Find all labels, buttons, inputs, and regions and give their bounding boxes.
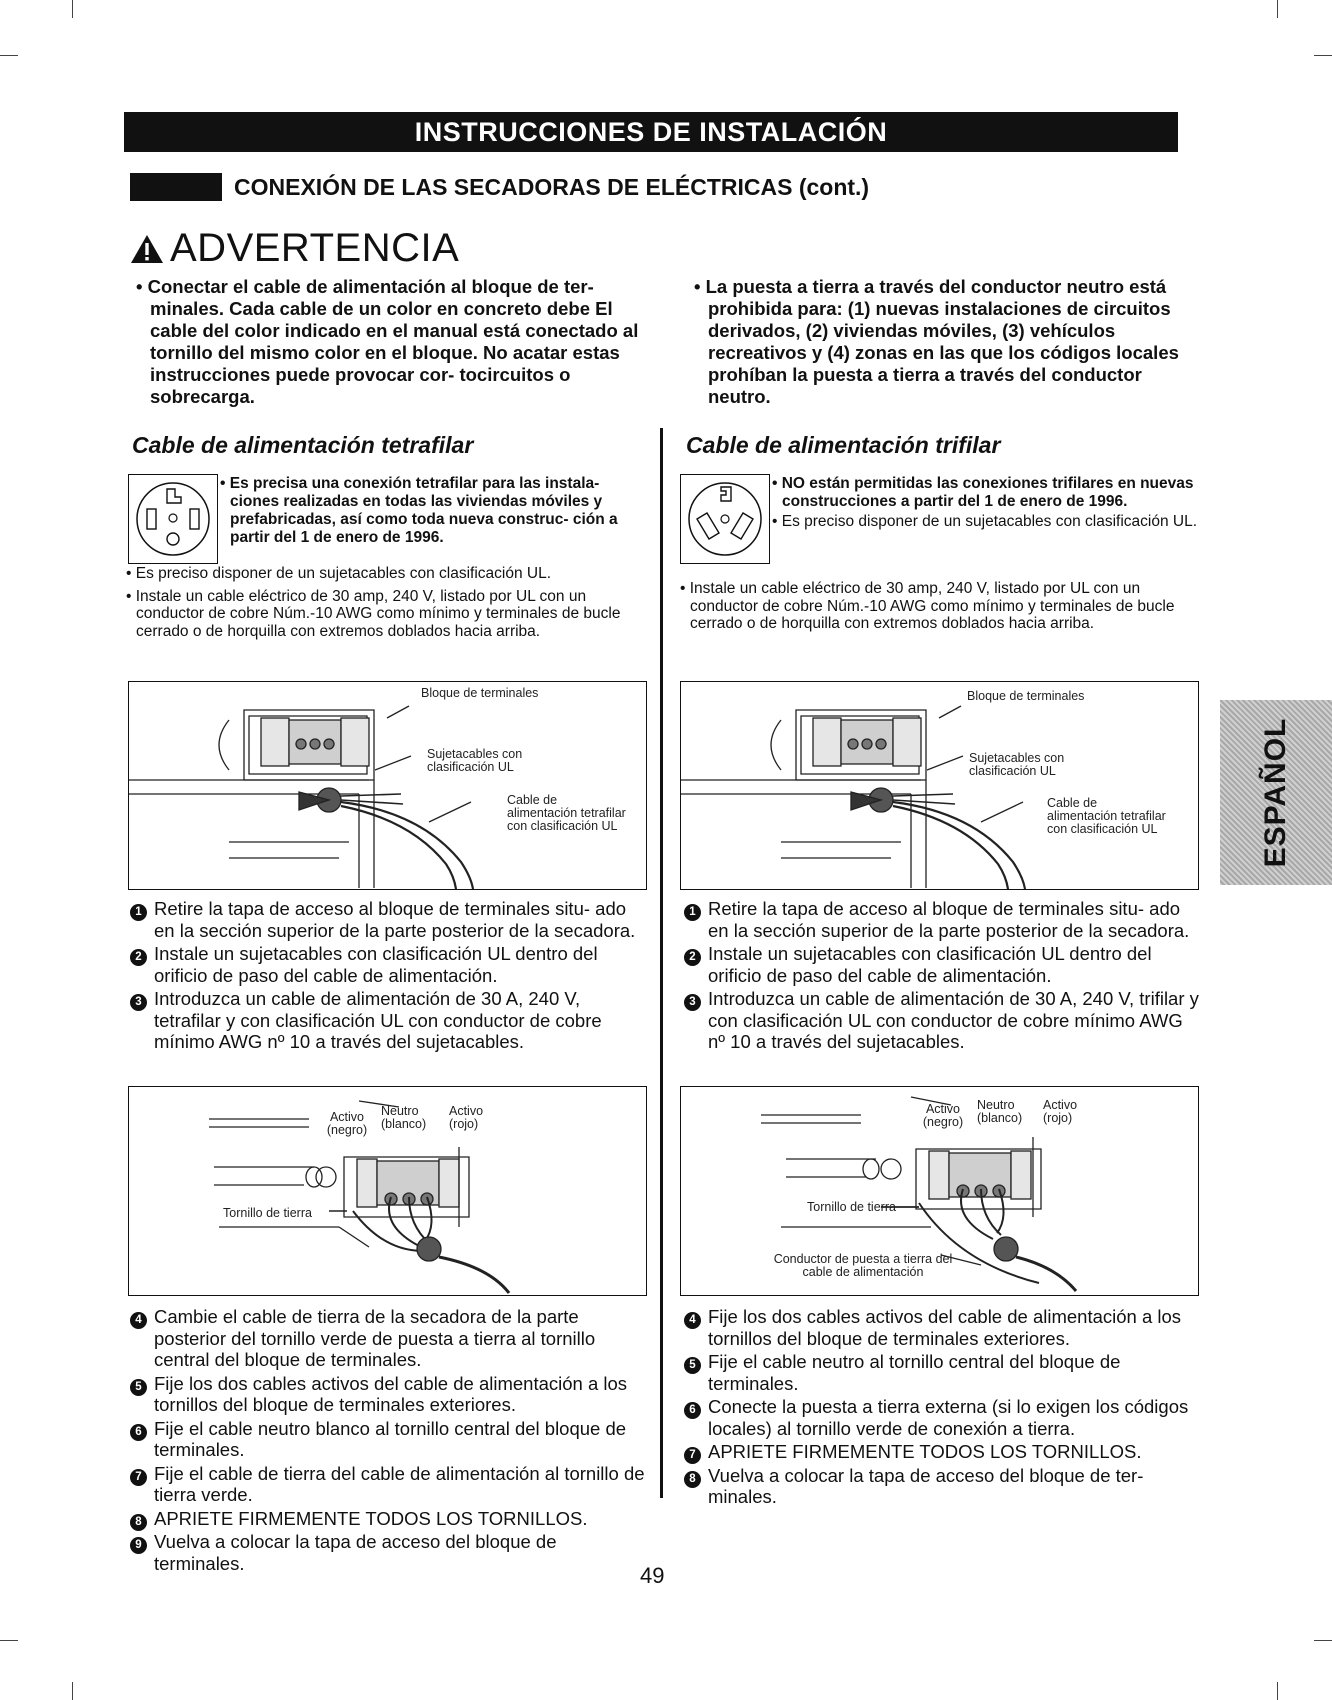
step-number: 7 bbox=[684, 1447, 701, 1464]
step-number: 5 bbox=[684, 1357, 701, 1374]
three-prong-outlet-icon bbox=[681, 475, 769, 563]
step-item bbox=[684, 943, 1204, 986]
label-ground-conductor: Conductor de puesta a tierra del cable de alimentación bbox=[773, 1252, 953, 1279]
section-marker bbox=[130, 173, 222, 201]
left-steps-1 bbox=[130, 898, 650, 1055]
step-item bbox=[684, 1441, 1204, 1463]
step-number: 8 bbox=[130, 1514, 147, 1531]
step-number: 4 bbox=[130, 1312, 147, 1329]
right-bullets bbox=[680, 580, 1202, 638]
crop-mark bbox=[1314, 1640, 1332, 1641]
step-text: Cambie el cable de tierra de la secadora de la parte posterior del tornillo verde de puesta a tierra al tornillo central del bloque de terminales. bbox=[154, 1306, 596, 1370]
language-side-tab bbox=[1220, 700, 1332, 885]
step-text: Fije el cable de tierra del cable de alimentación al tornillo de tierra verde. bbox=[154, 1462, 645, 1505]
crop-mark bbox=[0, 1640, 18, 1641]
step-number: 9 bbox=[130, 1537, 147, 1554]
column-divider bbox=[660, 428, 663, 1498]
step-text: Introduzca un cable de alimentación de 30 A, 240 V, tetrafilar y con clasificación UL con conductor de cobre mínimo AWG nº 10 a través del sujetacables. bbox=[154, 988, 602, 1052]
step-item bbox=[130, 1418, 650, 1461]
step-text: Fije los dos cables activos del cable de alimentación a los tornillos del bloque de terminales exteriores. bbox=[154, 1372, 628, 1415]
right-box-note bbox=[772, 475, 1202, 531]
warning-title: ADVERTENCIA bbox=[170, 226, 460, 270]
right-box-note-text: • Es preciso disponer de un sujetacables con clasificación UL. bbox=[772, 513, 1198, 530]
step-item bbox=[130, 1531, 650, 1574]
step-number: 5 bbox=[130, 1379, 147, 1396]
label-power-cord: Cable de alimentación tetrafilar con clasificación UL bbox=[1047, 796, 1166, 836]
step-text: Vuelva a colocar la tapa de acceso del bloque de ter- minales. bbox=[708, 1464, 1144, 1507]
step-text: Instale un sujetacables con clasificación UL dentro del orificio de paso del cable de alimentación. bbox=[154, 943, 598, 986]
left-bullet: • Instale un cable eléctrico de 30 amp, 240 V, listado por UL con un conductor de cobre Núm.-10 AWG como mínimo y terminales de bucle cerrado o de horquilla con extremos doblados hacia arriba. bbox=[126, 587, 621, 640]
left-bullet: • Es preciso disponer de un sujetacables con clasificación UL. bbox=[126, 565, 552, 582]
label-cable-clamp: Sujetacables con clasificación UL bbox=[427, 747, 523, 774]
section-heading bbox=[130, 172, 869, 202]
step-text: Conecte la puesta a tierra externa (si lo exigen los códigos locales) al tornillo verde de conexión a tierra. bbox=[708, 1396, 1189, 1439]
right-steps-2 bbox=[684, 1306, 1204, 1510]
step-item bbox=[130, 1373, 650, 1416]
step-text: Fije el cable neutro blanco al tornillo central del bloque de terminales. bbox=[154, 1417, 627, 1460]
crop-mark bbox=[72, 1682, 73, 1700]
left-outlet-box bbox=[128, 474, 218, 564]
label-terminal-block: Bloque de terminales bbox=[967, 689, 1085, 703]
crop-mark bbox=[1314, 55, 1332, 56]
step-number: 2 bbox=[684, 949, 701, 966]
page-number: 49 bbox=[640, 1563, 665, 1588]
label-hot-black: Activo (negro) bbox=[922, 1102, 964, 1129]
terminal-block-illustration bbox=[129, 682, 646, 889]
step-number: 1 bbox=[130, 904, 147, 921]
step-item bbox=[130, 1306, 650, 1371]
step-number: 6 bbox=[684, 1402, 701, 1419]
left-steps-2 bbox=[130, 1306, 650, 1576]
step-number: 3 bbox=[130, 994, 147, 1011]
crop-mark bbox=[0, 55, 18, 56]
warning-left-text: • Conectar el cable de alimentación al bloque de ter- minales. Cada cable de un color en concreto debe El cable del color indicado en el manual está conectado al tornillo del mismo color en el bloque. No acatar estas instrucciones puede provocar cor- tocircuitos o sobrecarga. bbox=[136, 276, 639, 407]
label-power-cord: Cable de alimentación tetrafilar con clasificación UL bbox=[507, 793, 626, 833]
step-text: Instale un sujetacables con clasificación UL dentro del orificio de paso del cable de alimentación. bbox=[708, 943, 1152, 986]
language-side-tab-label: ESPAÑOL bbox=[1259, 717, 1292, 868]
label-hot-black: Activo (negro) bbox=[326, 1110, 368, 1137]
step-item bbox=[130, 1463, 650, 1506]
step-text: APRIETE FIRMEMENTE TODOS LOS TORNILLOS. bbox=[708, 1441, 1142, 1462]
step-number: 4 bbox=[684, 1312, 701, 1329]
step-item bbox=[684, 1465, 1204, 1508]
section-title: CONEXIÓN DE LAS SECADORAS DE ELÉCTRICAS (cont.) bbox=[234, 173, 870, 200]
label-hot-red: Activo (rojo) bbox=[449, 1104, 484, 1131]
step-item bbox=[684, 898, 1204, 941]
left-box-note-text: • Es precisa una conexión tetrafilar para las instala- ciones realizadas en todas las viviendas móviles y prefabricadas, así como toda nueva construc- ción a partir del 1 de enero de 1996. bbox=[220, 475, 618, 546]
warning-left bbox=[136, 276, 646, 408]
step-item bbox=[130, 898, 650, 941]
label-ground-screw: Tornillo de tierra bbox=[807, 1200, 896, 1214]
step-number: 7 bbox=[130, 1469, 147, 1486]
right-outlet-box bbox=[680, 474, 770, 564]
right-bullet: • Instale un cable eléctrico de 30 amp, 240 V, listado por UL con un conductor de cobre Núm.-10 AWG como mínimo y terminales de bucle cerrado o de horquilla con extremos doblados hacia arriba. bbox=[680, 580, 1175, 632]
warning-triangle-icon bbox=[130, 234, 164, 264]
step-text: Fije el cable neutro al tornillo central del bloque de terminales. bbox=[708, 1351, 1121, 1394]
warning-right-text: • La puesta a tierra a través del conductor neutro está prohibida para: (1) nuevas instalaciones de circuitos derivados, (2) viviendas móviles, (3) vehículos recreativos y (4) zonas en las que los códigos locales prohíban la puesta a tierra a través del conductor neutro. bbox=[694, 276, 1179, 407]
left-bullets bbox=[126, 565, 648, 645]
step-item bbox=[684, 1306, 1204, 1349]
warning-heading bbox=[130, 226, 459, 271]
left-figure-wiring bbox=[128, 1086, 647, 1296]
left-box-note bbox=[220, 475, 650, 547]
step-item bbox=[684, 1351, 1204, 1394]
left-figure-terminal-block bbox=[128, 681, 647, 890]
label-neutral-white: Neutro (blanco) bbox=[381, 1104, 427, 1131]
page-banner: INSTRUCCIONES DE INSTALACIÓN bbox=[124, 112, 1178, 152]
step-number: 8 bbox=[684, 1471, 701, 1488]
right-steps-1 bbox=[684, 898, 1204, 1055]
crop-mark bbox=[1277, 0, 1278, 18]
right-figure-terminal-block bbox=[680, 681, 1199, 890]
right-figure-wiring bbox=[680, 1086, 1199, 1296]
label-terminal-block: Bloque de terminales bbox=[421, 686, 539, 700]
step-text: Retire la tapa de acceso al bloque de terminales situ- ado en la sección superior de la parte posterior de la secadora. bbox=[154, 898, 636, 941]
step-number: 1 bbox=[684, 904, 701, 921]
terminal-block-illustration bbox=[681, 682, 1198, 889]
step-item bbox=[130, 943, 650, 986]
step-text: Vuelva a colocar la tapa de acceso del bloque de terminales. bbox=[154, 1531, 557, 1574]
label-hot-red: Activo (rojo) bbox=[1043, 1098, 1078, 1125]
step-item bbox=[130, 1508, 650, 1530]
step-number: 2 bbox=[130, 949, 147, 966]
step-item bbox=[130, 988, 650, 1053]
label-neutral-white: Neutro (blanco) bbox=[977, 1098, 1023, 1125]
label-ground-screw: Tornillo de tierra bbox=[223, 1206, 312, 1220]
step-item bbox=[684, 988, 1204, 1053]
step-text: Fije los dos cables activos del cable de alimentación a los tornillos del bloque de terminales exteriores. bbox=[708, 1306, 1182, 1349]
warning-right bbox=[694, 276, 1204, 408]
crop-mark bbox=[1277, 1682, 1278, 1700]
label-cable-clamp: Sujetacables con clasificación UL bbox=[969, 751, 1065, 778]
step-text: Introduzca un cable de alimentación de 30 A, 240 V, trifilar y con clasificación UL con conductor de cobre mínimo AWG nº 10 a través del sujetacables. bbox=[708, 988, 1199, 1052]
left-subheading: Cable de alimentación tetrafilar bbox=[132, 432, 474, 458]
step-number: 3 bbox=[684, 994, 701, 1011]
step-item bbox=[684, 1396, 1204, 1439]
right-box-note-bold: • NO están permitidas las conexiones trifilares en nuevas construcciones a partir del 1 de enero de 1996. bbox=[772, 475, 1194, 510]
crop-mark bbox=[72, 0, 73, 18]
four-prong-outlet-icon bbox=[129, 475, 217, 563]
step-number: 6 bbox=[130, 1424, 147, 1441]
right-subheading: Cable de alimentación trifilar bbox=[686, 432, 1001, 458]
step-text: APRIETE FIRMEMENTE TODOS LOS TORNILLOS. bbox=[154, 1507, 588, 1529]
step-text: Retire la tapa de acceso al bloque de terminales situ- ado en la sección superior de la parte posterior de la secadora. bbox=[708, 898, 1190, 941]
